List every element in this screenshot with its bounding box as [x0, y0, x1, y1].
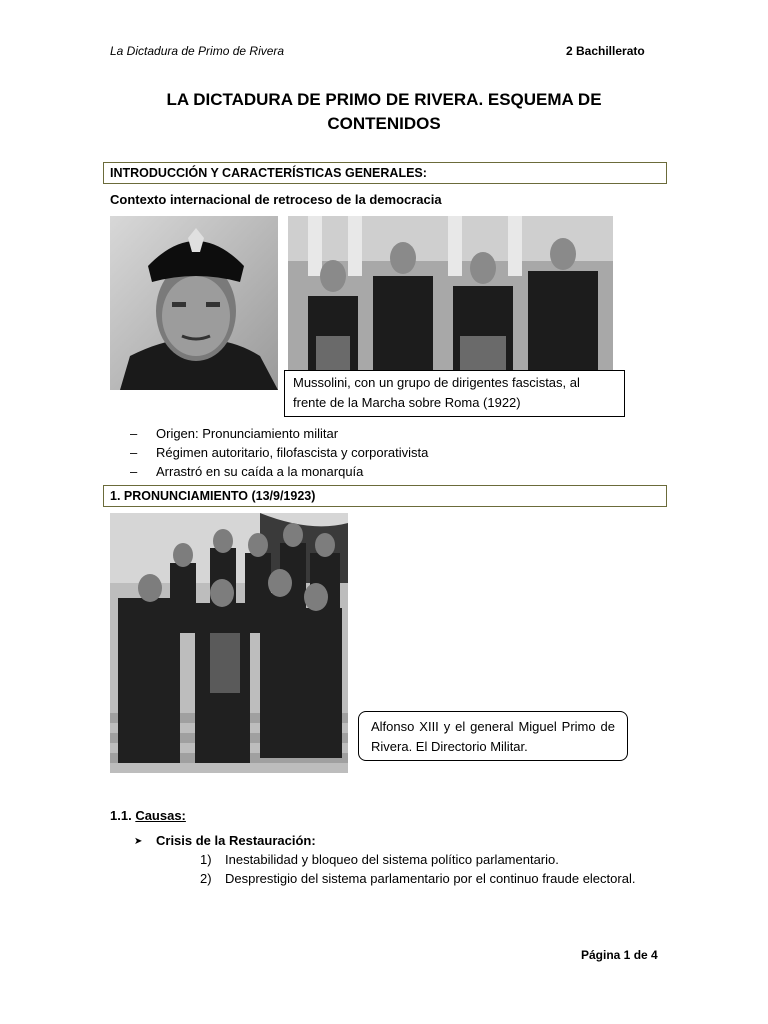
list-item: 1) Inestabilidad y bloqueo del sistema político parlamentario.	[200, 852, 559, 867]
cause-subitems-list	[200, 850, 658, 888]
subsection-causas	[110, 808, 186, 823]
page-number-footer: Página 1 de 4	[581, 948, 658, 962]
arrow-bullet-icon: ➤	[134, 836, 143, 847]
header-left: La Dictadura de Primo de Rivera	[110, 44, 285, 58]
cause-item-restauracion	[134, 833, 316, 848]
list-item: – Régimen autoritario, filofascista y corporativista	[130, 445, 429, 460]
section-heading-pronunciamiento: 1. PRONUNCIAMIENTO (13/9/1923)	[103, 485, 667, 507]
directorio-militar-photo	[110, 513, 348, 773]
list-item: – Arrastró en su caída a la monarquía	[130, 464, 364, 479]
subsection-label: Causas:	[135, 808, 186, 823]
cause-item-label: Crisis de la Restauración:	[156, 833, 316, 848]
mussolini-portrait-photo	[110, 216, 278, 390]
section-heading-intro: INTRODUCCIÓN Y CARACTERÍSTICAS GENERALES:	[103, 162, 667, 184]
caption-directorio-militar: Alfonso XIII y el general Miguel Primo de Rivera. El Directorio Militar.	[358, 711, 628, 761]
header-right: 2 Bachillerato	[566, 44, 645, 58]
subsection-number: 1.1.	[110, 808, 132, 823]
list-item: – Origen: Pronunciamiento militar	[130, 426, 339, 441]
caption-march-on-rome: Mussolini, con un grupo de dirigentes fascistas, al frente de la Marcha sobre Roma (1922)	[284, 370, 625, 417]
page-title: LA DICTADURA DE PRIMO DE RIVERA. ESQUEMA DE CONTENIDOS	[166, 90, 602, 133]
section-subheading-context: Contexto internacional de retroceso de la democracia	[110, 192, 442, 207]
intro-bullet-list	[130, 424, 428, 481]
march-on-rome-photo	[288, 216, 613, 390]
list-item: 2) Desprestigio del sistema parlamentario por el continuo fraude electoral.	[200, 871, 636, 886]
